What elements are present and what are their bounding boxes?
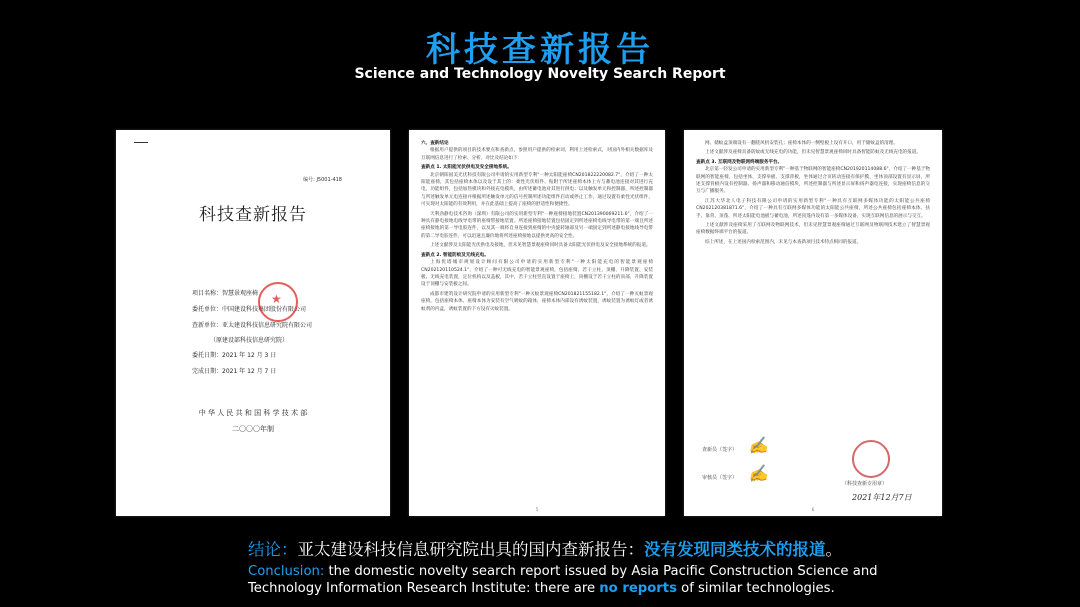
- paragraph: 上述文献涉及座椅采用了互联网及物联网技术，但未见智慧景观座椅通过互联网及物联网技术建立了智慧景观座椅数据终端平台的报道。: [696, 223, 930, 236]
- conclusion-en-text: the domestic novelty search report issued by Asia Pacific Construction Science and Technology Information Research Institute: there are: [248, 564, 878, 596]
- conclusion-en: [248, 563, 888, 597]
- page-subtitle: Science and Technology Novelty Search Report: [354, 66, 726, 82]
- report-serial: 编号: J5001-418: [303, 177, 342, 183]
- ministry-name: 中 华 人 民 共 和 国 科 学 技 术 部: [198, 409, 308, 417]
- conclusion-cn-text: 亚太建设科技信息研究院出具的国内查新报告：: [297, 540, 644, 559]
- paragraph: 上述文献涉及太阳能光伏供电及接地，但未见智慧景观座椅同时具备太阳能光伏供电及安全接地系统的报道。: [430, 243, 651, 249]
- reviewer-signature: ✍: [747, 463, 769, 484]
- paragraph: 江苏大华北人电子科技有限公司申请的实用新型专利"一种具有互联网多媒体功能的太阳能公共座椅CN202120381871.6"，介绍了一种具有互联网多媒体功能的太阳能公共座椅，所述公共座椅包括座椅本体、扶手、靠背、顶蓬、所述太阳能电池板与蓄电池，所述顶蓬内设有第一多媒体设备，实现互联网信息的展示与交互。: [696, 198, 930, 219]
- conclusion-en-highlight: no reports: [599, 581, 677, 596]
- paragraph: 网、储蚊盒顶端设有一翻绕风机安装孔；座椅本体的一侧壁板上设有开口，用于储蚊盒的清理。: [705, 141, 898, 146]
- section-heading: 六、查新结论: [421, 141, 449, 146]
- paragraph: 上述文献涉及座椅具备防蚊或无线充电的功能，但未见智慧景观座椅同时具备智能防蚊及无线充电的报道。: [705, 150, 921, 156]
- report-cover-page: [116, 130, 390, 516]
- novelty-point-1: 查新点 1. 太阳能光伏供电及安全接地系统。: [421, 165, 512, 171]
- red-seal-stamp: [258, 282, 298, 322]
- searcher-signature: ✍: [747, 435, 769, 456]
- red-seal-stamp: [852, 440, 890, 478]
- complete-date: 完成日期：2021 年 12 月 7 日: [192, 368, 277, 375]
- conclusion-en-end: of similar technologies.: [676, 581, 835, 596]
- summary-paragraph: 综上所述，在上述国内检索范围内，未见与本查新项目技术特点相同的报道。: [705, 239, 862, 245]
- page-number: 6: [811, 507, 815, 512]
- search-unit-sub: （原建设部科技信息研究院）: [210, 337, 289, 344]
- client-unit: 委托单位：中国建设科技集团股份有限公司: [192, 306, 307, 313]
- novelty-point-2: 查新点 2. 智能防蚊及无线充电。: [421, 252, 489, 258]
- report-page-conclusion: [409, 130, 665, 516]
- intro-paragraph: 根据用户提供的项目的技术要点和查新点，参照用户提供的检索词，利用上述检索式，对国内外相关数据库及互联网信息进行了检索、分析，对比及结论如下：: [421, 148, 653, 161]
- paragraph: 北京第一轻发公司申请的实用新型专利"一种基于物联网的智能座椅CN201920114088.6"，介绍了一种基于物联网的智能座椅，包括坐体、支撑举板、支撑背板，坐体通过合页转动连接有保护膜，坐体顶部设置有显示屏，所述支撑背板内设有控制器、扬声器和移动通信模块，所述控制器与所述显示屏和扬声器电连接，实现座椅信息的交互与广播服务。: [696, 167, 930, 195]
- paragraph: 上海优塔城市规划设计顾问有限公司申请的实用新型专利"一种太阳能充电的智能景观座椅 CN202120110524.1"，介绍了一种可无线充电的智能景观座椅，包括座椅、若干立柱、顶棚、升降装置、安装板、无线充电装置，定位机构以及盖板，其中，若干立柱竖直设置于座椅上，顶棚设于若干立柱的顶部，升降装置设于顶棚与安装板之间。: [421, 260, 653, 288]
- cover-title: 科技查新报告: [199, 205, 307, 225]
- made-year: 二〇〇〇年制: [232, 425, 274, 433]
- searcher-label: 查新员（签字）: [702, 447, 738, 453]
- paragraph: 成都市建筑设计研究院申请的实用新型专利"一种灭蚊景观座椅CN201821155182.1"，介绍了一种灭蚊景观座椅，包括座椅本体、座椅本体为安装有空气吸蚊的箱体，座椅本体内部设有诱蚊装置，诱蚊装置为诱蚊灯或者诱蚊剂的内盒，诱蚊装置的下方设有灭蚊装置。: [421, 291, 653, 312]
- page-number: 5: [535, 507, 539, 512]
- project-name: 项目名称：智慧景观座椅: [192, 290, 259, 297]
- page-title: 科技查新报告: [426, 30, 654, 70]
- conclusion-cn-end: 。: [825, 540, 842, 559]
- search-unit: 查新单位：亚太建设科技信息研究院有限公司: [192, 322, 313, 329]
- commission-date: 委托日期：2021 年 12 月 3 日: [192, 352, 277, 359]
- stamp-label: （科技查新专用章）: [842, 481, 888, 487]
- signature-area: [702, 430, 928, 510]
- signature-date: 2021年12月7日: [852, 493, 912, 502]
- paragraph: 北京朝阳国美光伏科技有限公司申请的实用新型专利"一种太阳能座椅CN201822220082.7"，介绍了一种太阳能座椅，其包括座椅本体以及设于其上的：柔性光伏组件、贴附于所述座椅本体上方与蓄电池连接对其进行充电，功能组件，包括加热模块和外接充电模块，由所述蓄电池对其进行供电；以及触发单元和控制器，所述控制器与所述触发单元电连接并根据所述触发单元的信号控制所述功能组件启动或停止工作，通过设置有柔性光伏组件，可实现对太阳能的有效利用，并在此基础上提高了座椅的舒适性和便捷性。: [421, 172, 653, 208]
- reviewer-label: 审核员（签字）: [702, 475, 738, 481]
- paragraph: 天利劲静电技术咨询（深圳）有限公司的实用新型专利"一种座椅接地装置CN201390069211.6"，介绍了一种具有静电接地电线导电带的座椅带接地装置。所述座椅接地装置包括固定到所述座椅电线导电带的第一端且所述座椅接地的第一导电胶连件，以及其一端将自身连接到座椅的中央旋转轴部及另一端固定到所述静电接地线导电带的第二导电胶连件，可以迅速且廉价地将所述座椅接地以提供更高的安全性。: [421, 211, 653, 239]
- conclusion-en-label: Conclusion:: [248, 564, 325, 579]
- conclusion-cn: [248, 536, 842, 560]
- conclusion-cn-label: 结论：: [248, 540, 298, 559]
- conclusion-cn-highlight: 没有发现同类技术的报道: [644, 540, 826, 559]
- report-page-signatures: [684, 130, 942, 516]
- cover-mark: [134, 142, 148, 143]
- novelty-point-3: 查新点 3. 互联网及物联网终端服务平台。: [696, 159, 783, 165]
